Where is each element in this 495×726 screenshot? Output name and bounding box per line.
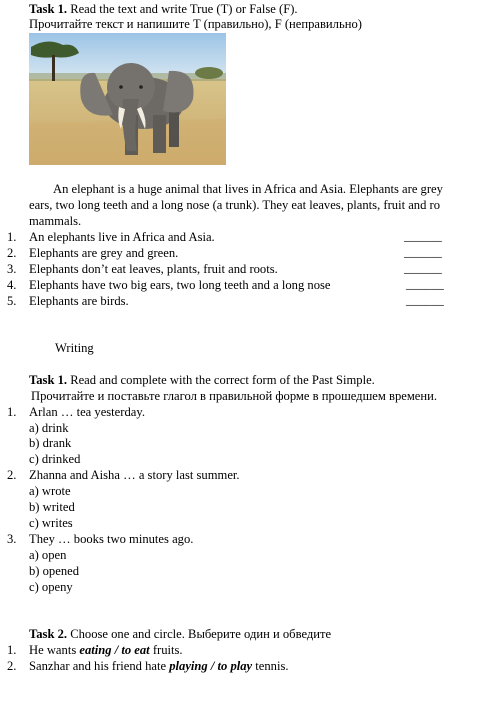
answer-blank[interactable]: ______ bbox=[406, 293, 444, 307]
option-c[interactable]: c) drinked bbox=[29, 452, 81, 466]
task2-number: 1. bbox=[7, 643, 17, 657]
task2-sentence bbox=[29, 643, 183, 659]
statement-number: 4. bbox=[7, 278, 17, 292]
option-a[interactable]: a) drink bbox=[29, 421, 69, 435]
option-a[interactable]: a) wrote bbox=[29, 484, 71, 498]
task2-number: 2. bbox=[7, 659, 17, 673]
answer-blank[interactable]: ______ bbox=[404, 245, 442, 259]
task2-choice[interactable]: playing / to play bbox=[169, 659, 253, 673]
task1-instruction: Read the text and write True (T) or False (F). bbox=[67, 2, 298, 16]
option-b[interactable]: b) writed bbox=[29, 500, 75, 514]
elephant-illustration bbox=[29, 33, 226, 165]
writing-task1-heading bbox=[29, 373, 375, 389]
question-number: 3. bbox=[7, 532, 17, 546]
question-text: Arlan … tea yesterday. bbox=[29, 405, 145, 419]
task2-post: tennis. bbox=[252, 659, 289, 673]
writing-task1-instruction: Read and complete with the correct form of the Past Simple. bbox=[67, 373, 375, 387]
statement-text: Elephants are grey and green. bbox=[29, 246, 179, 260]
statement-number: 2. bbox=[7, 246, 17, 260]
statement-number: 5. bbox=[7, 294, 17, 308]
passage-line-2: ears, two long teeth and a long nose (a trunk). They eat leaves, plants, fruit and ro bbox=[29, 198, 441, 212]
writing-task1-instruction-ru: Прочитайте и поставьте глагол в правильной форме в прошедшем времени. bbox=[31, 389, 438, 403]
task2-pre: He wants bbox=[29, 643, 80, 657]
passage-line-1: An elephant is a huge animal that lives in Africa and Asia. Elephants are grey bbox=[53, 182, 443, 196]
writing-heading: Writing bbox=[55, 341, 94, 355]
statement-number: 1. bbox=[7, 230, 17, 244]
answer-blank[interactable]: ______ bbox=[404, 261, 442, 275]
writing-task1-label: Task 1. bbox=[29, 373, 68, 387]
question-number: 2. bbox=[7, 468, 17, 482]
task2-pre: Sanzhar and his friend hate bbox=[29, 659, 170, 673]
question-number: 1. bbox=[7, 405, 17, 419]
task2-sentence bbox=[29, 659, 289, 675]
option-b[interactable]: b) drank bbox=[29, 436, 72, 450]
statement-text: Elephants don’t eat leaves, plants, fruit and roots. bbox=[29, 262, 278, 276]
statement-text: Elephants have two big ears, two long teeth and a long nose bbox=[29, 278, 331, 292]
task2-label: Task 2. bbox=[29, 627, 68, 641]
statement-text: An elephants live in Africa and Asia. bbox=[29, 230, 215, 244]
statement-text: Elephants are birds. bbox=[29, 294, 129, 308]
question-text: They … books two minutes ago. bbox=[29, 532, 194, 546]
task1-heading bbox=[29, 2, 298, 18]
task1-label: Task 1. bbox=[29, 2, 68, 16]
option-b[interactable]: b) opened bbox=[29, 564, 80, 578]
task2-instruction: Choose one and circle. Выберите один и обведите bbox=[67, 627, 332, 641]
answer-blank[interactable]: ______ bbox=[404, 229, 442, 243]
passage-line-3: mammals. bbox=[29, 214, 82, 228]
task2-heading bbox=[29, 627, 331, 643]
task2-choice[interactable]: eating / to eat bbox=[79, 643, 150, 657]
option-a[interactable]: a) open bbox=[29, 548, 67, 562]
answer-blank[interactable]: ______ bbox=[406, 277, 444, 291]
elephant-photo bbox=[29, 33, 226, 165]
option-c[interactable]: c) openy bbox=[29, 580, 73, 594]
question-text: Zhanna and Aisha … a story last summer. bbox=[29, 468, 240, 482]
statement-number: 3. bbox=[7, 262, 17, 276]
task1-instruction-ru: Прочитайте текст и напишите T (правильно), F (неправильно) bbox=[29, 17, 362, 31]
option-c[interactable]: c) writes bbox=[29, 516, 73, 530]
task2-post: fruits. bbox=[149, 643, 183, 657]
